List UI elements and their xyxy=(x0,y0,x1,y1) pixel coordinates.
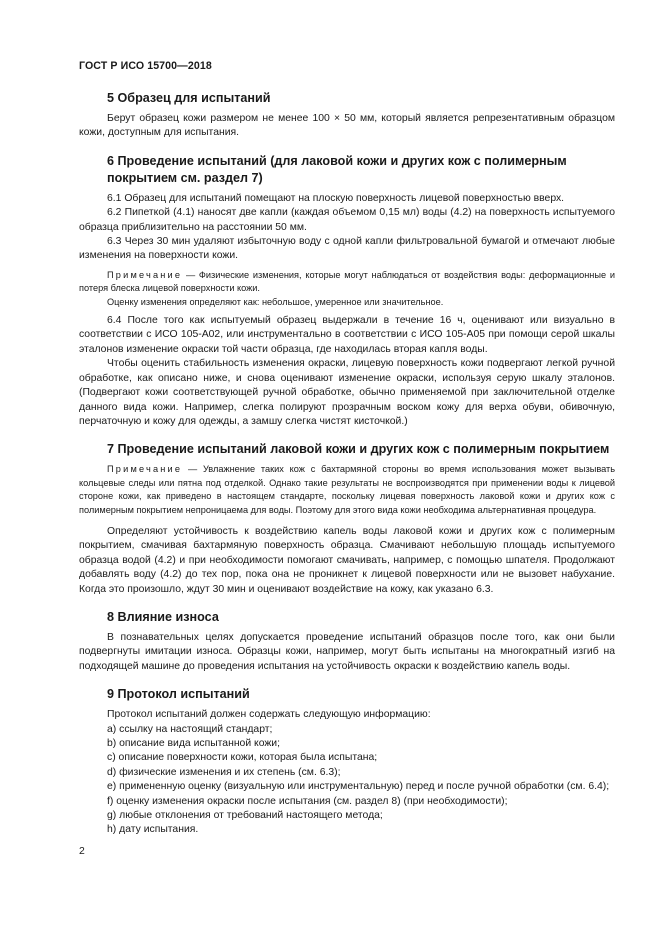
paragraph-6-2: 6.2 Пипеткой (4.1) наносят две капли (каждая объемом 0,15 мл) воды (4.2) на поверхность испытуемого образца приблизительно на расстоянии 50 мм. xyxy=(79,207,615,233)
note-text: — Физические изменения, которые могут наблюдаться от воздействия воды: деформационные и потеря блеска лицевой поверхности кожи. xyxy=(79,269,615,294)
list-item: e) примененную оценку (визуальную или инструментальную) перед и после ручной обработки (см. 6.4); xyxy=(107,781,610,793)
paragraph-6-1: 6.1 Образец для испытаний помещают на плоскую поверхность лицевой поверхностью вверх. xyxy=(107,192,565,204)
list-item: f) оценку изменения окраски после испытания (см. раздел 8) (при необходимости); xyxy=(107,795,508,807)
section-heading: 8 Влияние износа xyxy=(107,609,219,624)
section-7 xyxy=(79,441,615,597)
note-label: Примечание xyxy=(107,464,183,475)
note-continuation: Оценку изменения определяют как: небольшое, умеренное или значительное. xyxy=(107,296,444,307)
paragraph-6-4: 6.4 После того как испытуемый образец выдержали в течение 16 ч, оценивают или визуально в соответствии с ИСО 105-A02, или инструментально в соответствии с ИСО 105-A05 при помощи серой шкалы эталонов изменение окраски той части образца, где находилась вторая капля воды. xyxy=(79,315,615,355)
paragraph: Определяют устойчивость к воздействию капель воды лаковой кожи и других кож с полимерным покрытием, смачивая бахтармяную поверхность образца. Смачивают небольшую площадь испытуемого образца водой (4.2) и при необходимости помогают смачивать, например, с помощью шпателя. Продолжают добавлять воду (4.2) до тех пор, пока она не проникнет к лицевой поверхности или не вызовет набухание. Когда это произошло, ждут 30 мин и оценивают воздействие на кожу, как указано 6.3. xyxy=(79,525,615,595)
list-item: b) описание вида испытанной кожи; xyxy=(107,738,280,749)
list-item: h) дату испытания. xyxy=(107,824,199,836)
section-heading: 6 Проведение испытаний (для лаковой кожи и других кож с полимерным покрытием см. раздел 7) xyxy=(107,153,567,185)
paragraph-6-3: 6.3 Через 30 мин удаляют избыточную воду с одной капли фильтровальной бумагой и отмечают любые изменения на поверхности кожи. xyxy=(79,236,615,262)
page-number: 2 xyxy=(79,846,85,857)
paragraph: В познавательных целях допускается проведение испытаний образцов после того, как они были подвергнуты имитации износа. Образцы кожи, например, могут быть испытаны на многократный изгиб на подходящей машине до проведения испытания на устойчивость окраски к воздействию капель воды. xyxy=(79,631,615,672)
standard-designation: ГОСТ Р ИСО 15700—2018 xyxy=(79,60,212,72)
paragraph: Берут образец кожи размером не менее 100 × 50 мм, который является репрезентативным образцом кожи, доступным для испытания. xyxy=(79,113,615,139)
section-9 xyxy=(79,686,615,838)
note-label: Примечание xyxy=(107,269,183,280)
section-8 xyxy=(79,609,615,674)
list-item: g) любые отклонения от требований настоящего метода; xyxy=(107,810,383,822)
list-intro: Протокол испытаний должен содержать следующую информацию: xyxy=(107,709,431,721)
section-heading: 9 Протокол испытаний xyxy=(107,687,250,702)
list-item: d) физические изменения и их степень (см. 6.3); xyxy=(107,766,341,778)
paragraph-6-4-continued: Чтобы оценить стабильность изменения окраски, лицевую поверхность кожи подвергают легкой ручной обработке, как описано ниже, и снова оценивают изменение окраски, используя серую шкалу эталонов. (Подвергают кожи соответствующей ручной обработке, обычно применяемой при заключительной отделке данного вида кожи. Например, слегка полируют прозрачным воском кожу для верха обуви, обивочную, перчаточную и кожу для одежды, а замшу слегка чистят кисточкой.) xyxy=(79,358,615,427)
note-text: — Увлажнение таких кож с бахтармяной стороны во время использования может вызывать кольцевые следы или пятна под отделкой. Однако такие результаты не воспроизводятся при применении воды к лицевой стороне кожи, как приведено в настоящем стандарте, поскольку лицевая поверхность лаковой кожи и других кож с полимерным покрытием непроницаема для воды. Поэтому для этого вида кожи необходима альтернативная процедура. xyxy=(79,464,615,515)
note xyxy=(79,269,615,296)
section-heading: 5 Образец для испытаний xyxy=(107,91,271,105)
section-6 xyxy=(79,153,615,430)
note xyxy=(79,463,615,517)
list-item: c) описание поверхности кожи, которая была испытана; xyxy=(107,752,378,764)
page-content xyxy=(79,90,615,838)
section-heading: 7 Проведение испытаний лаковой кожи и других кож с полимерным покрытием xyxy=(107,442,610,457)
section-5 xyxy=(79,90,615,141)
list-item: a) ссылку на настоящий стандарт; xyxy=(107,723,273,735)
